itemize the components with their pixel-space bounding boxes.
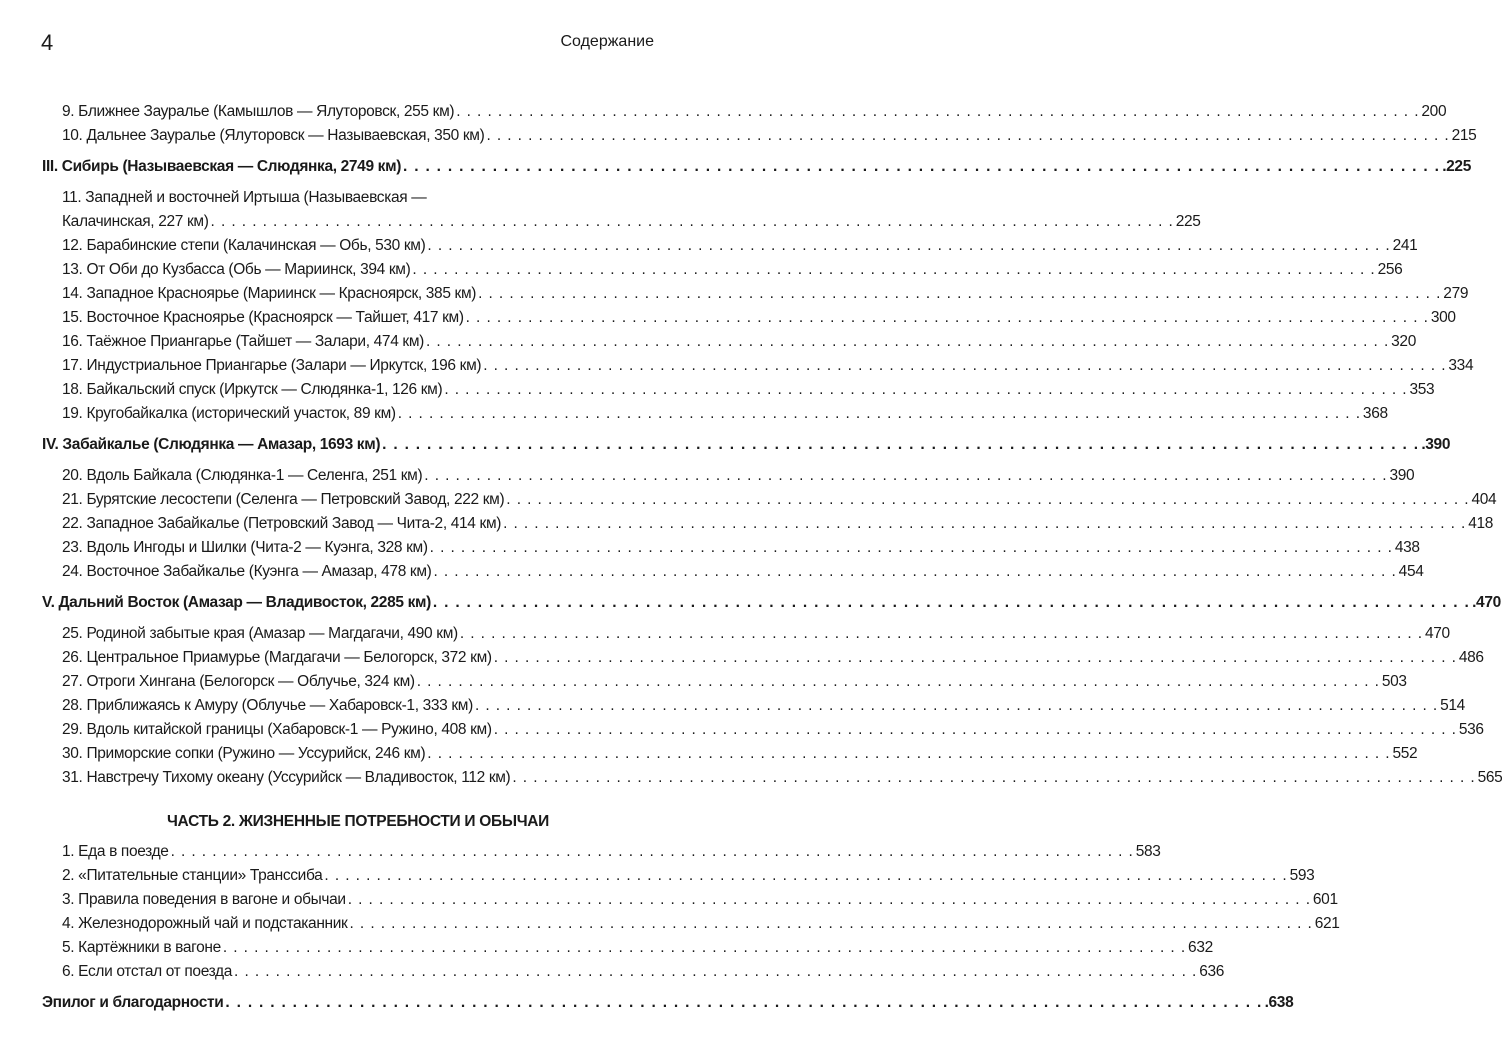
leader-dots <box>211 210 1174 234</box>
leader-dots <box>433 591 1470 615</box>
entry-title: 15. Восточное Красноярье (Красноярск — Тайшет, 417 км) <box>62 309 464 326</box>
entry-page: 486 <box>1458 649 1484 666</box>
toc-section[interactable] <box>42 591 1501 615</box>
leader-dots <box>444 378 1407 402</box>
toc-section[interactable] <box>42 155 1471 179</box>
toc-entry[interactable] <box>42 864 1315 888</box>
entry-page: 514 <box>1440 697 1465 714</box>
toc-entry[interactable] <box>42 464 1415 488</box>
toc-entry[interactable] <box>42 536 1420 560</box>
leader-dots <box>512 766 1475 790</box>
entry-page: 215 <box>1451 127 1477 144</box>
leader-dots <box>486 124 1449 148</box>
entry-page: 225 <box>1175 213 1201 230</box>
leader-dots <box>171 840 1134 864</box>
toc-entry[interactable] <box>42 306 1456 330</box>
section-title: Эпилог и благодарности <box>42 994 224 1011</box>
entry-title: 23. Вдоль Ингоды и Шилки (Чита-2 — Куэнга, 328 км) <box>62 539 428 556</box>
toc-entry[interactable] <box>42 100 1447 124</box>
entry-title: 4. Железнодорожный чай и подстаканник <box>62 915 348 932</box>
toc-entry[interactable] <box>42 234 1418 258</box>
leader-dots <box>225 991 1262 1015</box>
leader-dots <box>460 622 1423 646</box>
entry-page: 438 <box>1394 539 1420 556</box>
toc-entry[interactable] <box>42 354 1474 378</box>
toc-entry[interactable] <box>42 646 1484 670</box>
entry-page: 256 <box>1377 261 1403 278</box>
entry-page: 368 <box>1362 405 1388 422</box>
section-page: .470 <box>1472 594 1501 611</box>
entry-title: 6. Если отстал от поезда <box>62 963 233 980</box>
page-number: 4 <box>41 30 54 55</box>
toc-entry[interactable] <box>42 402 1388 426</box>
toc-entry[interactable] <box>42 488 1497 512</box>
entry-page: 404 <box>1471 491 1497 508</box>
part-heading: ЧАСТЬ 2. ЖИЗНЕННЫЕ ПОТРЕБНОСТИ И ОБЫЧАИ <box>166 813 550 830</box>
leader-dots <box>483 354 1446 378</box>
entry-page: 300 <box>1430 309 1456 326</box>
entry-page: 320 <box>1391 333 1416 350</box>
toc-entry[interactable] <box>42 330 1416 354</box>
toc-entry[interactable] <box>42 766 1502 790</box>
leader-dots <box>350 912 1313 936</box>
entry-title: 27. Отроги Хингана (Белогорск — Облучье, 324 км) <box>62 673 415 690</box>
leader-dots <box>475 694 1438 718</box>
toc-entry[interactable] <box>42 670 1407 694</box>
entry-page: 334 <box>1448 357 1474 374</box>
toc-entry[interactable] <box>42 936 1213 960</box>
entry-page: 418 <box>1468 515 1494 532</box>
running-head: Содержание <box>560 33 654 50</box>
leader-dots <box>466 306 1429 330</box>
entry-title: 14. Западное Красноярье (Мариинск — Красноярск, 385 км) <box>62 285 477 302</box>
toc-entry[interactable] <box>42 258 1403 282</box>
leader-dots <box>427 742 1390 766</box>
leader-dots <box>494 718 1457 742</box>
leader-dots <box>223 936 1186 960</box>
leader-dots <box>398 402 1361 426</box>
entry-page: 279 <box>1443 285 1469 302</box>
leader-dots <box>456 100 1419 124</box>
entry-title: 24. Восточное Забайкалье (Куэнга — Амазар, 478 км) <box>62 563 432 580</box>
leader-dots <box>403 155 1440 179</box>
leader-dots <box>426 330 1389 354</box>
section-title: V. Дальний Восток (Амазар — Владивосток, 2285 км) <box>42 594 431 611</box>
entry-page: 593 <box>1289 867 1315 884</box>
entry-title: 5. Картёжники в вагоне <box>62 939 221 956</box>
entry-title: 2. «Питательные станции» Транссиба <box>62 867 323 884</box>
entry-title: 30. Приморские сопки (Ружино — Уссурийск, 246 км) <box>62 745 426 762</box>
section-page: .638 <box>1264 994 1294 1011</box>
leader-dots <box>494 646 1457 670</box>
entry-title: 13. От Оби до Кузбасса (Обь — Мариинск, 394 км) <box>62 261 411 278</box>
entry-title: 22. Западное Забайкалье (Петровский Завод — Чита-2, 414 км) <box>62 515 502 532</box>
entry-title: Калачинская, 227 км) <box>62 213 209 230</box>
toc-section[interactable] <box>42 991 1294 1015</box>
entry-page: 636 <box>1199 963 1225 980</box>
entry-title: 31. Навстречу Тихому океану (Уссурийск — Владивосток, 112 км) <box>62 769 511 786</box>
entry-page: 632 <box>1188 939 1213 956</box>
entry-title: 29. Вдоль китайской границы (Хабаровск-1 — Ружино, 408 км) <box>62 721 492 738</box>
section-page: .390 <box>1421 436 1451 453</box>
toc-entry[interactable] <box>42 718 1484 742</box>
entry-page: 565 <box>1477 769 1502 786</box>
leader-dots <box>503 512 1466 536</box>
entry-page: 470 <box>1425 625 1450 642</box>
entry-page: 503 <box>1381 673 1407 690</box>
leader-dots <box>433 560 1396 584</box>
leader-dots <box>424 464 1387 488</box>
entry-title: 1. Еда в поезде <box>62 843 169 860</box>
toc-entry[interactable] <box>42 912 1340 936</box>
toc-entry[interactable] <box>42 694 1465 718</box>
leader-dots <box>427 234 1390 258</box>
entry-title: 21. Бурятские лесостепи (Селенга — Петровский Завод, 222 км) <box>62 491 505 508</box>
toc-entry[interactable] <box>42 378 1435 402</box>
leader-dots <box>412 258 1375 282</box>
entry-title: 26. Центральное Приамурье (Магдагачи — Белогорск, 372 км) <box>62 649 492 666</box>
entry-title: 16. Таёжное Приангарье (Тайшет — Залари, 474 км) <box>62 333 424 350</box>
entry-title: 9. Ближнее Зауралье (Камышлов — Ялуторовск, 255 км) <box>62 103 455 120</box>
entry-title: 20. Вдоль Байкала (Слюдянка-1 — Селенга, 251 км) <box>62 467 423 484</box>
toc-entry[interactable] <box>42 210 1201 234</box>
entry-page: 241 <box>1392 237 1418 254</box>
entry-title: 28. Приближаясь к Амуру (Облучье — Хабаровск-1, 333 км) <box>62 697 473 714</box>
toc-entry[interactable] <box>42 840 1161 864</box>
entry-page: 583 <box>1135 843 1161 860</box>
entry-page: 552 <box>1392 745 1418 762</box>
toc-entry[interactable] <box>42 888 1338 912</box>
section-title: III. Сибирь (Называевская — Слюдянка, 2749 км) <box>42 158 402 175</box>
entry-title: 10. Дальнее Зауралье (Ялуторовск — Называевская, 350 км) <box>62 127 485 144</box>
toc-entry[interactable] <box>42 742 1418 766</box>
entry-page: 536 <box>1458 721 1484 738</box>
entry-page: 621 <box>1314 915 1340 932</box>
leader-dots <box>430 536 1393 560</box>
leader-dots <box>234 960 1197 984</box>
leader-dots <box>324 864 1287 888</box>
toc-entry[interactable] <box>42 960 1225 984</box>
entry-title: 18. Байкальский спуск (Иркутск — Слюдянка-1, 126 км) <box>62 381 443 398</box>
entry-title: 17. Индустриальное Приангарье (Залари — Иркутск, 196 км) <box>62 357 482 374</box>
toc-entry-line1[interactable]: 11. Западней и восточней Иртыша (Называевская — <box>62 189 427 206</box>
toc-section[interactable] <box>42 433 1451 457</box>
entry-page: 601 <box>1312 891 1338 908</box>
entry-title: 19. Кругобайкалка (исторический участок, 89 км) <box>62 405 396 422</box>
toc-entry[interactable] <box>42 512 1494 536</box>
section-page: .225 <box>1442 158 1471 175</box>
entry-title: 12. Барабинские степи (Калачинская — Обь, 530 км) <box>62 237 426 254</box>
table-of-contents <box>42 100 1502 1022</box>
entry-page: 200 <box>1421 103 1447 120</box>
toc-entry[interactable] <box>42 622 1450 646</box>
leader-dots <box>348 888 1311 912</box>
leader-dots <box>506 488 1469 512</box>
section-title: IV. Забайкалье (Слюдянка — Амазар, 1693 км) <box>42 436 381 453</box>
leader-dots <box>417 670 1380 694</box>
entry-page: 454 <box>1398 563 1424 580</box>
entry-title: 25. Родиной забытые края (Амазар — Магдагачи, 490 км) <box>62 625 458 642</box>
entry-page: 390 <box>1389 467 1415 484</box>
leader-dots <box>382 433 1419 457</box>
toc-entry[interactable] <box>42 560 1424 584</box>
entry-page: 353 <box>1409 381 1435 398</box>
toc-entry[interactable] <box>42 282 1469 306</box>
toc-entry[interactable] <box>42 124 1477 148</box>
entry-title: 3. Правила поведения в вагоне и обычаи <box>62 891 346 908</box>
leader-dots <box>478 282 1441 306</box>
